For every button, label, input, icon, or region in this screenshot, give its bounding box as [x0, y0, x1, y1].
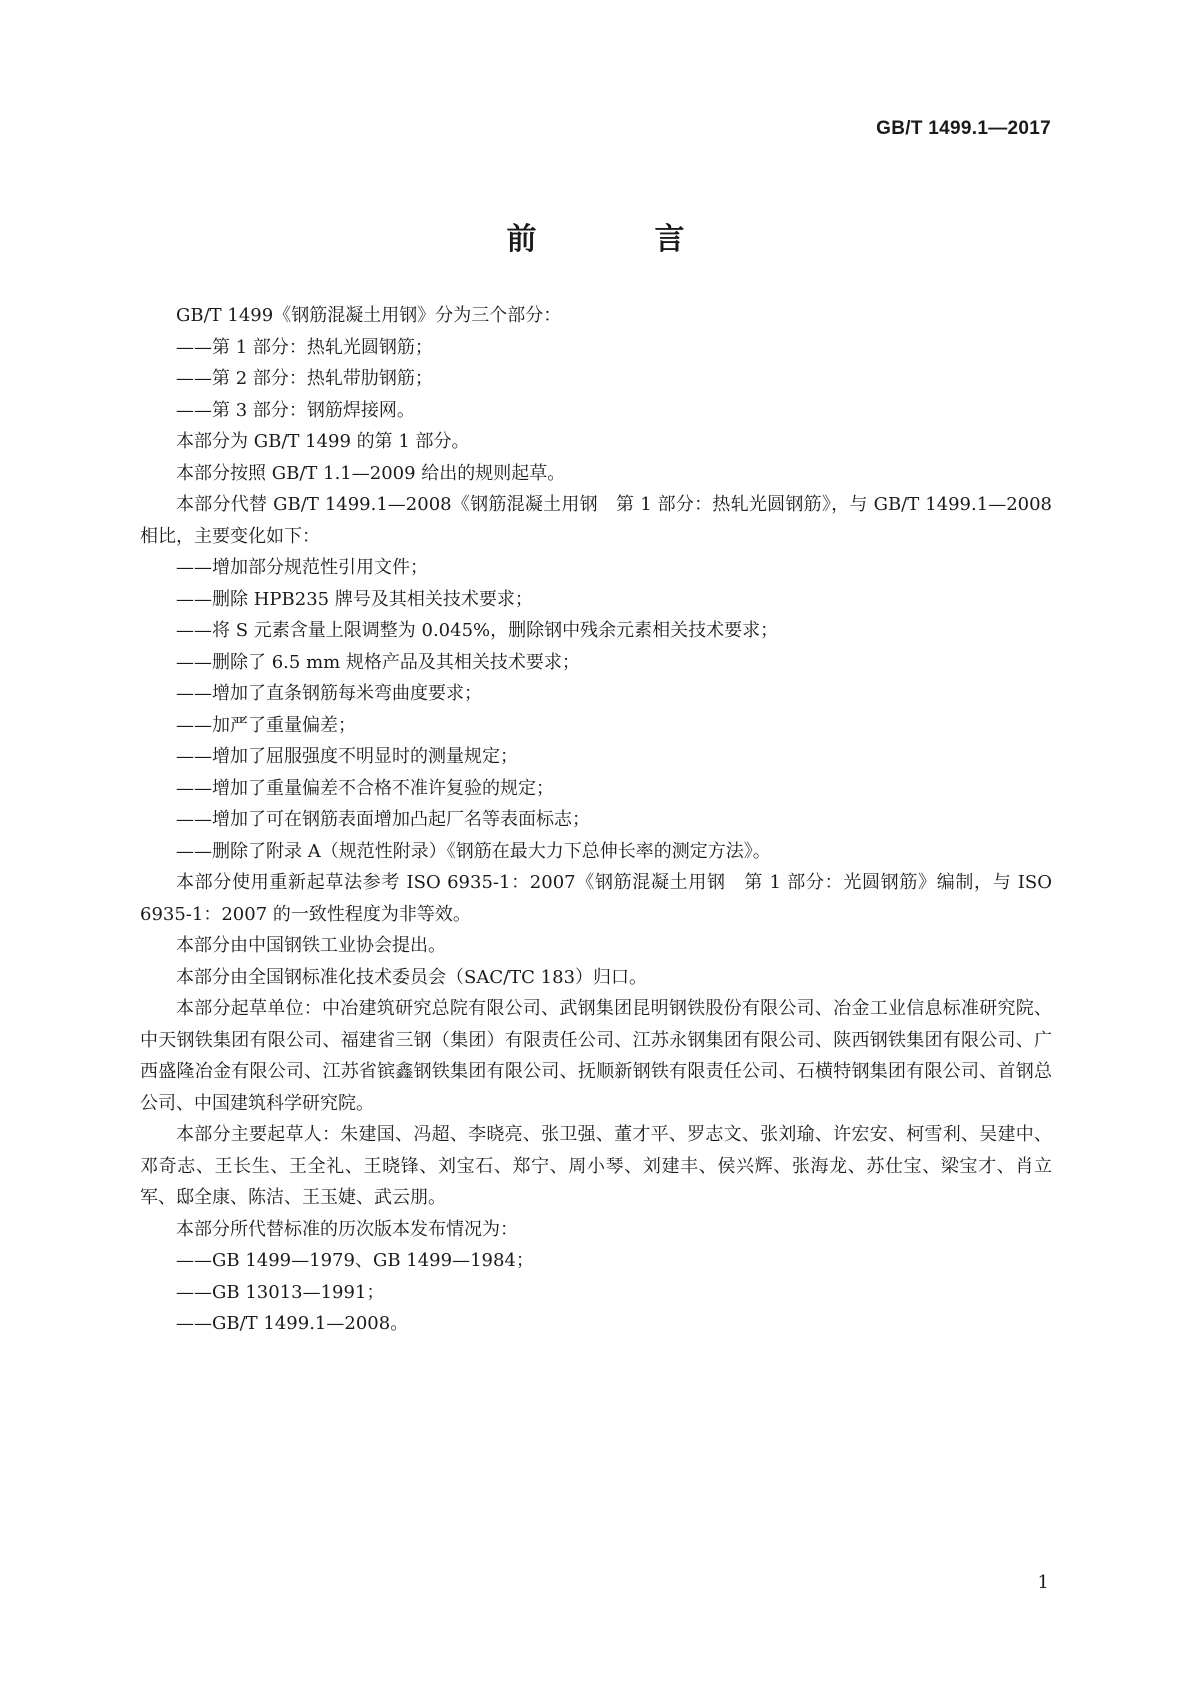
list-item: ——增加部分规范性引用文件； [176, 557, 428, 578]
list-item: ——删除了 6.5 mm 规格产品及其相关技术要求； [176, 651, 580, 673]
list-item: ——增加了直条钢筋每米弯曲度要求； [176, 683, 482, 704]
list-item: ——增加了重量偏差不合格不准许复验的规定； [176, 777, 554, 799]
paragraph: 本部分按照 GB/T 1.1—2009 给出的规则起草。 [176, 462, 566, 484]
paragraph: 本部分起草单位：中冶建筑研究总院有限公司、武钢集团昆明钢铁股份有限公司、冶金工业信息标准研究院、中天钢铁集团有限公司、福建省三钢（集团）有限责任公司、江苏永钢集团有限公司、陕西钢铁集团有限公司、广西盛隆冶金有限公司、江苏省镔鑫钢铁集团有限公司、抚顺新钢铁有限责任公司、石横特钢集团有限公司、首钢总公司、中国建筑科学研究院。 [140, 998, 1052, 1114]
paragraph: 本部分代替 GB/T 1499.1—2008《钢筋混凝土用钢 第 1 部分：热轧光圆钢筋》，与 GB/T 1499.1—2008 相比，主要变化如下： [140, 494, 1052, 547]
paragraph: GB/T 1499《钢筋混凝土用钢》分为三个部分： [176, 305, 562, 326]
list-item: ——增加了屈服强度不明显时的测量规定； [176, 746, 518, 767]
list-item: ——第 3 部分：钢筋焊接网。 [176, 399, 415, 421]
list-item: ——GB/T 1499.1—2008。 [176, 1313, 409, 1334]
page-number: 1 [1037, 1572, 1049, 1593]
list-item: ——第 1 部分：热轧光圆钢筋； [176, 336, 433, 358]
standard-code: GB/T 1499.1—2017 [876, 118, 1051, 139]
page-title: 前 言 [506, 222, 729, 257]
list-item: ——增加了可在钢筋表面增加凸起厂名等表面标志； [176, 809, 590, 830]
list-item: ——将 S 元素含量上限调整为 0.045%，删除钢中残余元素相关技术要求； [176, 620, 779, 641]
list-item: ——GB 1499—1979、GB 1499—1984； [176, 1250, 534, 1271]
paragraph: 本部分由全国钢标准化技术委员会（SAC/TC 183）归口。 [176, 966, 648, 988]
list-item: ——删除 HPB235 牌号及其相关技术要求； [176, 588, 533, 610]
preface-body [140, 300, 1052, 1340]
paragraph: 本部分主要起草人：朱建国、冯超、李晓亮、张卫强、董才平、罗志文、张刘瑜、许宏安、柯雪利、吴建中、邓奇志、王长生、王全礼、王晓锋、刘宝石、郑宁、周小琴、刘建丰、侯兴辉、张海龙、苏仕宝、梁宝才、肖立军、邸全康、陈洁、王玉婕、武云朋。 [140, 1124, 1052, 1208]
paragraph: 本部分所代替标准的历次版本发布情况为： [176, 1218, 518, 1240]
paragraph: 本部分由中国钢铁工业协会提出。 [176, 935, 446, 956]
paragraph: 本部分使用重新起草法参考 ISO 6935-1：2007《钢筋混凝土用钢 第 1 部分：光圆钢筋》编制，与 ISO 6935-1：2007 的一致性程度为非等效。 [140, 872, 1052, 925]
list-item: ——删除了附录 A（规范性附录）《钢筋在最大力下总伸长率的测定方法》。 [176, 840, 771, 862]
list-item: ——加严了重量偏差； [176, 714, 356, 736]
list-item: ——第 2 部分：热轧带肋钢筋； [176, 368, 433, 389]
paragraph: 本部分为 GB/T 1499 的第 1 部分。 [176, 431, 470, 452]
list-item: ——GB 13013—1991； [176, 1281, 385, 1303]
